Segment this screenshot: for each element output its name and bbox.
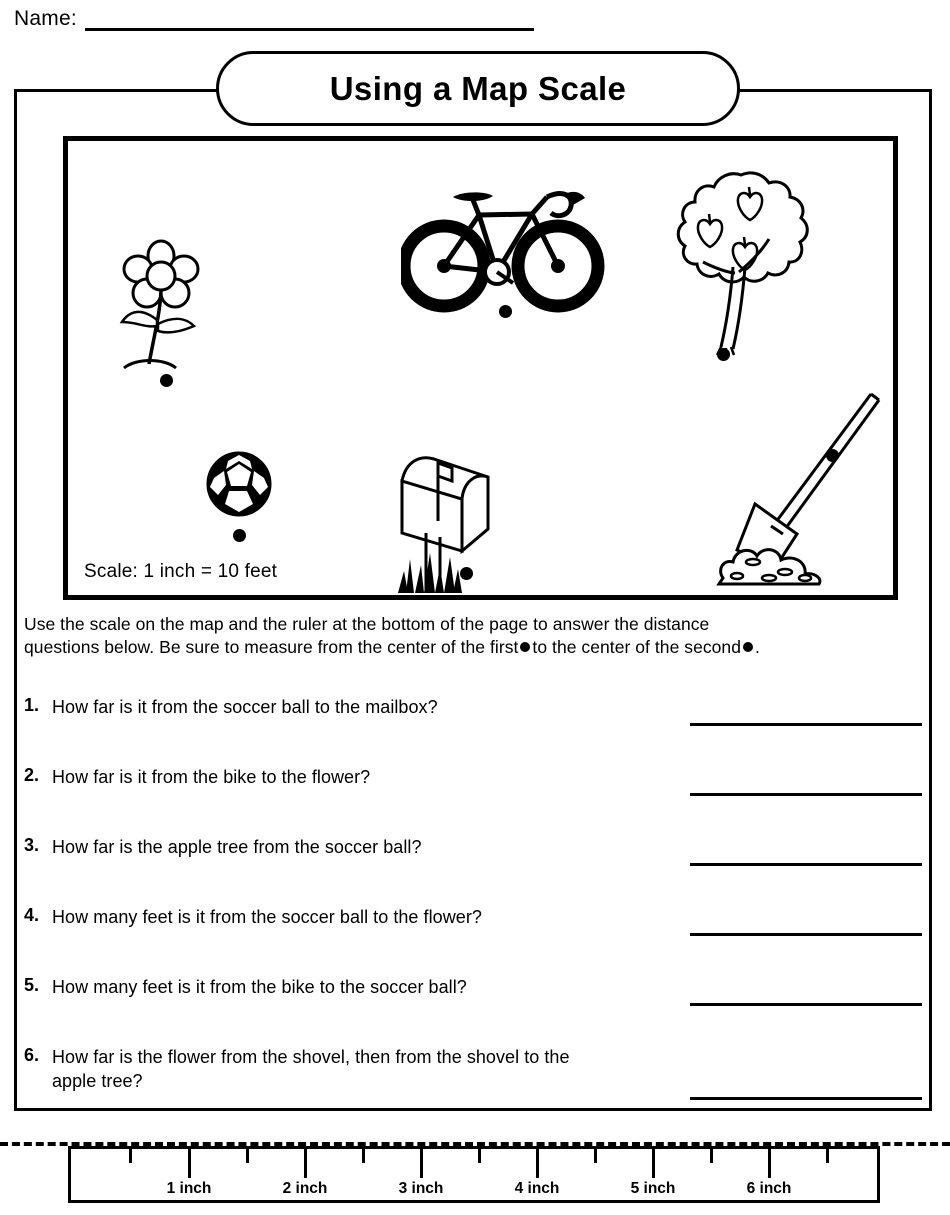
question-number: 5.	[24, 975, 40, 995]
question-number: 1.	[24, 695, 40, 715]
question-number: 3.	[24, 835, 40, 855]
ruler-tick-inch	[652, 1149, 655, 1178]
instructions-line-1: Use the scale on the map and the ruler at the bottom of the page to answer the distance	[24, 614, 710, 634]
ruler-tick-half	[478, 1149, 481, 1163]
ruler	[68, 1146, 880, 1203]
ruler-label: 5 inch	[630, 1180, 676, 1197]
ruler-tick-inch	[768, 1149, 771, 1178]
apple-tree-marker-dot	[717, 348, 730, 361]
ruler-tick-inch	[188, 1149, 191, 1178]
answer-line[interactable]	[690, 1097, 922, 1100]
instructions-text	[24, 613, 920, 659]
ruler-label: 6 inch	[746, 1180, 792, 1197]
map-area	[63, 136, 898, 600]
bike-illustration	[401, 180, 606, 320]
question-text: How many feet is it from the bike to the soccer ball?	[52, 977, 467, 997]
ruler-tick-half	[362, 1149, 365, 1163]
shovel-marker-dot	[826, 449, 839, 462]
answer-line[interactable]	[690, 723, 922, 726]
name-input-line[interactable]	[85, 8, 534, 31]
ruler-tick-half	[594, 1149, 597, 1163]
shovel-illustration	[713, 386, 898, 591]
question-number: 2.	[24, 765, 40, 785]
ruler-tick-half	[826, 1149, 829, 1163]
question-row	[24, 1045, 924, 1125]
page-title: Using a Map Scale	[329, 69, 627, 107]
question-number: 4.	[24, 905, 40, 925]
marker-dot-icon	[743, 642, 753, 652]
title-banner	[216, 51, 740, 126]
question-text: How many feet is it from the soccer ball to the flower?	[52, 907, 482, 927]
ruler-tick-half	[246, 1149, 249, 1163]
ruler-tick-half	[710, 1149, 713, 1163]
flower-illustration	[116, 236, 206, 391]
question-row	[24, 695, 924, 765]
instructions-line-2b: to the center of the second	[532, 637, 741, 658]
map-scale-label: Scale: 1 inch = 10 feet	[84, 561, 278, 582]
name-field-row	[14, 8, 534, 31]
question-number: 6.	[24, 1045, 40, 1065]
ruler-tick-inch	[304, 1149, 307, 1178]
ruler-label: 3 inch	[398, 1180, 444, 1197]
flower-marker-dot	[160, 374, 173, 387]
instructions-line-2c: .	[755, 637, 760, 658]
question-text: How far is the flower from the shovel, then from the shovel to the apple tree?	[52, 1047, 570, 1092]
question-row	[24, 905, 924, 975]
ruler-label: 2 inch	[282, 1180, 328, 1197]
apple-tree-illustration	[673, 167, 813, 367]
instructions-line-2a: questions below. Be sure to measure from the center of the first	[24, 637, 519, 658]
marker-dot-icon	[520, 642, 530, 652]
question-row	[24, 835, 924, 905]
answer-line[interactable]	[690, 1003, 922, 1006]
ruler-tick-inch	[536, 1149, 539, 1178]
mailbox-marker-dot	[460, 567, 473, 580]
answer-line[interactable]	[690, 793, 922, 796]
ruler-label: 1 inch	[166, 1180, 212, 1197]
bike-marker-dot	[499, 305, 512, 318]
question-text: How far is the apple tree from the soccer ball?	[52, 837, 422, 857]
soccer-ball-marker-dot	[233, 529, 246, 542]
question-row	[24, 765, 924, 835]
question-text: How far is it from the soccer ball to the mailbox?	[52, 697, 438, 717]
ruler-tick-inch	[420, 1149, 423, 1178]
ruler-tick-half	[129, 1149, 132, 1163]
ruler-label: 4 inch	[514, 1180, 560, 1197]
question-text: How far is it from the bike to the flower?	[52, 767, 371, 787]
answer-line[interactable]	[690, 933, 922, 936]
question-row	[24, 975, 924, 1045]
answer-line[interactable]	[690, 863, 922, 866]
soccer-ball-illustration	[206, 451, 272, 522]
name-label: Name:	[14, 7, 77, 30]
mailbox-illustration	[390, 441, 495, 600]
questions-list	[24, 695, 924, 1125]
